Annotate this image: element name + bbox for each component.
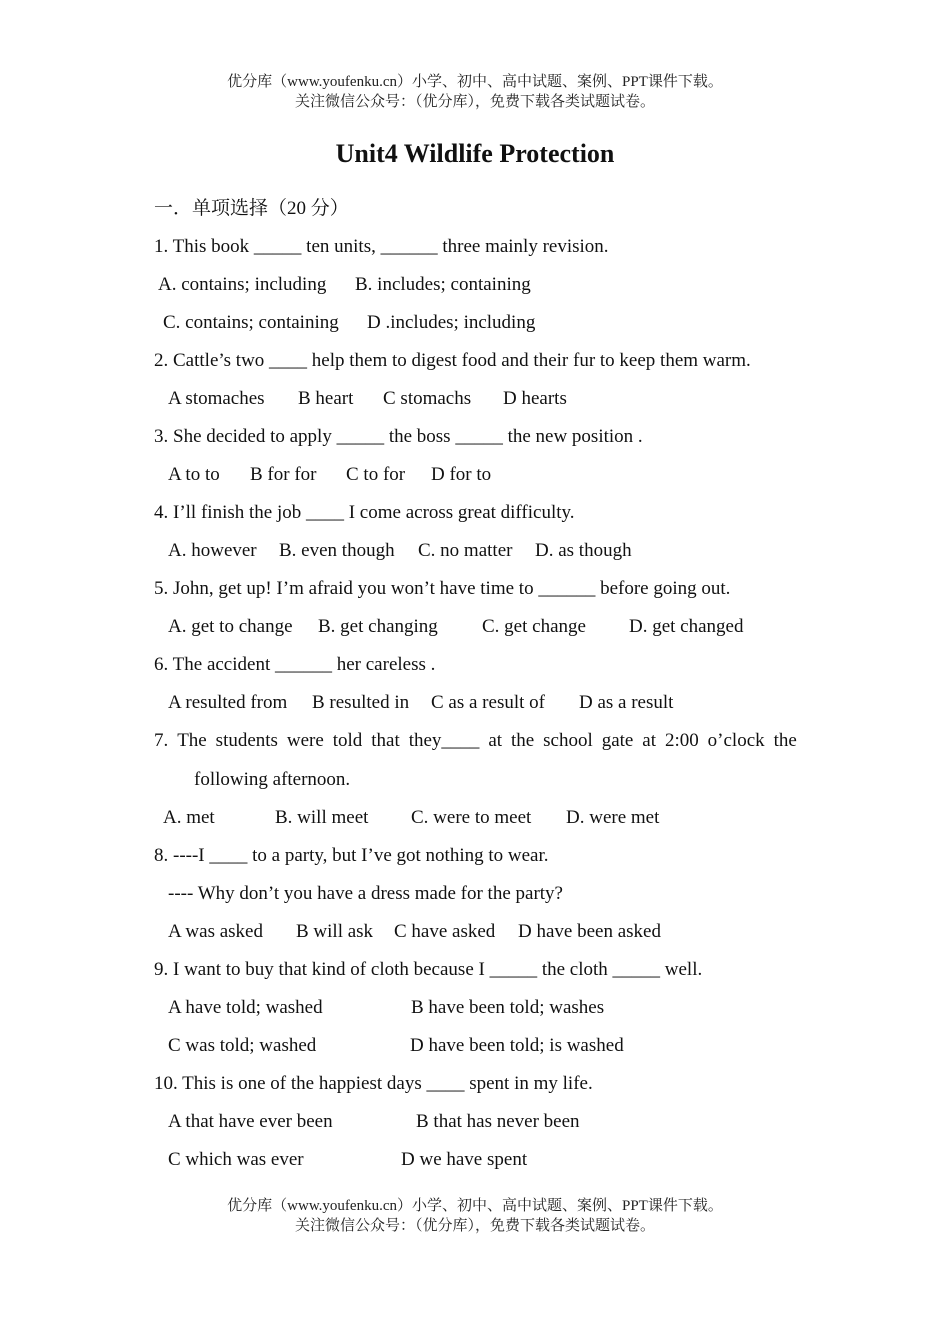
question-9-stem: 9. I want to buy that kind of cloth because I _____ the cloth _____ well. — [154, 959, 703, 980]
question-7-word: were — [286, 730, 324, 751]
question-1-option-d: D .includes; including — [367, 312, 536, 333]
question-7-stem-continued: following afternoon. — [194, 769, 351, 790]
footer-banner — [0, 1196, 950, 1236]
question-7-word: The — [177, 730, 207, 751]
question-9-option-a: A have told; washed — [168, 997, 323, 1018]
question-7-option-a: A. met — [163, 807, 215, 828]
question-7-stem — [154, 729, 797, 753]
question-7-option-b: B. will meet — [275, 807, 369, 828]
question-7-word: at — [488, 730, 503, 751]
question-10-option-b: B that has never been — [416, 1111, 580, 1132]
question-2-option-a: A stomaches — [168, 388, 265, 409]
question-1-option-b: B. includes; containing — [355, 274, 531, 295]
header-line-1: 优分库（www.youfenku.cn）小学、初中、高中试题、案例、PPT课件下载。 — [227, 74, 723, 90]
question-7-word: at — [642, 730, 657, 751]
question-7-word: gate — [601, 730, 634, 751]
question-7-word: school — [543, 730, 593, 751]
question-9-option-c: C was told; washed — [168, 1035, 317, 1056]
question-7-word: that — [371, 730, 400, 751]
question-10-option-d: D we have spent — [401, 1149, 528, 1170]
question-3-option-c: C to for — [346, 464, 406, 485]
question-7-word: the — [773, 730, 797, 751]
question-6-option-a: A resulted from — [168, 692, 288, 713]
question-3-option-d: D for to — [431, 464, 492, 485]
question-5-stem: 5. John, get up! I’m afraid you won’t have time to ______ before going out. — [154, 578, 731, 599]
question-4-option-c: C. no matter — [418, 540, 513, 561]
question-7-word: 2:00 — [664, 730, 699, 751]
question-6-stem: 6. The accident ______ her careless . — [154, 654, 436, 675]
question-7-word: the — [511, 730, 535, 751]
question-2-option-d: D hearts — [503, 388, 567, 409]
question-7-option-c: C. were to meet — [411, 807, 532, 828]
question-10-stem: 10. This is one of the happiest days ____ spent in my life. — [154, 1073, 593, 1094]
question-3-option-a: A to to — [168, 464, 220, 485]
question-5-option-a: A. get to change — [168, 616, 293, 637]
question-7-word: students — [215, 730, 278, 751]
question-1-stem: 1. This book _____ ten units, ______ three mainly revision. — [154, 236, 609, 257]
question-7-word: o’clock — [707, 730, 765, 751]
question-4-option-b: B. even though — [279, 540, 395, 561]
question-8-reply: ---- Why don’t you have a dress made for the party? — [168, 883, 563, 904]
question-8-option-a: A was asked — [168, 921, 263, 942]
question-4-option-d: D. as though — [535, 540, 632, 561]
page-title: Unit4 Wildlife Protection — [335, 139, 615, 168]
header-banner — [0, 72, 950, 112]
question-2-stem: 2. Cattle’s two ____ help them to digest food and their fur to keep them warm. — [154, 350, 751, 371]
question-2-option-b: B heart — [298, 388, 354, 409]
question-5-option-d: D. get changed — [629, 616, 744, 637]
footer-line-1: 优分库（www.youfenku.cn）小学、初中、高中试题、案例、PPT课件下载。 — [227, 1198, 723, 1214]
question-6-option-c: C as a result of — [431, 692, 545, 713]
question-8-option-c: C have asked — [394, 921, 496, 942]
question-5-option-c: C. get change — [482, 616, 586, 637]
question-5-option-b: B. get changing — [318, 616, 438, 637]
question-9-option-b: B have been told; washes — [411, 997, 605, 1018]
section-heading: 一．单项选择（20 分） — [154, 198, 349, 219]
question-7-word: 7. — [154, 730, 169, 751]
question-7-word: told — [332, 730, 363, 751]
header-line-2: 关注微信公众号：（优分库），免费下载各类试题试卷。 — [294, 94, 655, 110]
question-7-option-d: D. were met — [566, 807, 660, 828]
question-9-option-d: D have been told; is washed — [410, 1035, 624, 1056]
footer-line-2: 关注微信公众号：（优分库），免费下载各类试题试卷。 — [294, 1218, 655, 1234]
question-8-option-b: B will ask — [296, 921, 374, 942]
question-1-option-c: C. contains; containing — [163, 312, 339, 333]
question-3-stem: 3. She decided to apply _____ the boss _____ the new position . — [154, 426, 643, 447]
question-7-word: they____ — [408, 730, 480, 751]
question-1-option-a: A. contains; including — [158, 274, 327, 295]
question-8-stem: 8. ----I ____ to a party, but I’ve got nothing to wear. — [154, 845, 549, 866]
question-4-stem: 4. I’ll finish the job ____ I come across great difficulty. — [154, 502, 575, 523]
question-10-option-c: C which was ever — [168, 1149, 304, 1170]
question-4-option-a: A. however — [168, 540, 257, 561]
question-6-option-b: B resulted in — [312, 692, 410, 713]
question-10-option-a: A that have ever been — [168, 1111, 333, 1132]
question-8-option-d: D have been asked — [518, 921, 661, 942]
question-3-option-b: B for for — [250, 464, 317, 485]
question-6-option-d: D as a result — [579, 692, 674, 713]
question-2-option-c: C stomachs — [383, 388, 472, 409]
